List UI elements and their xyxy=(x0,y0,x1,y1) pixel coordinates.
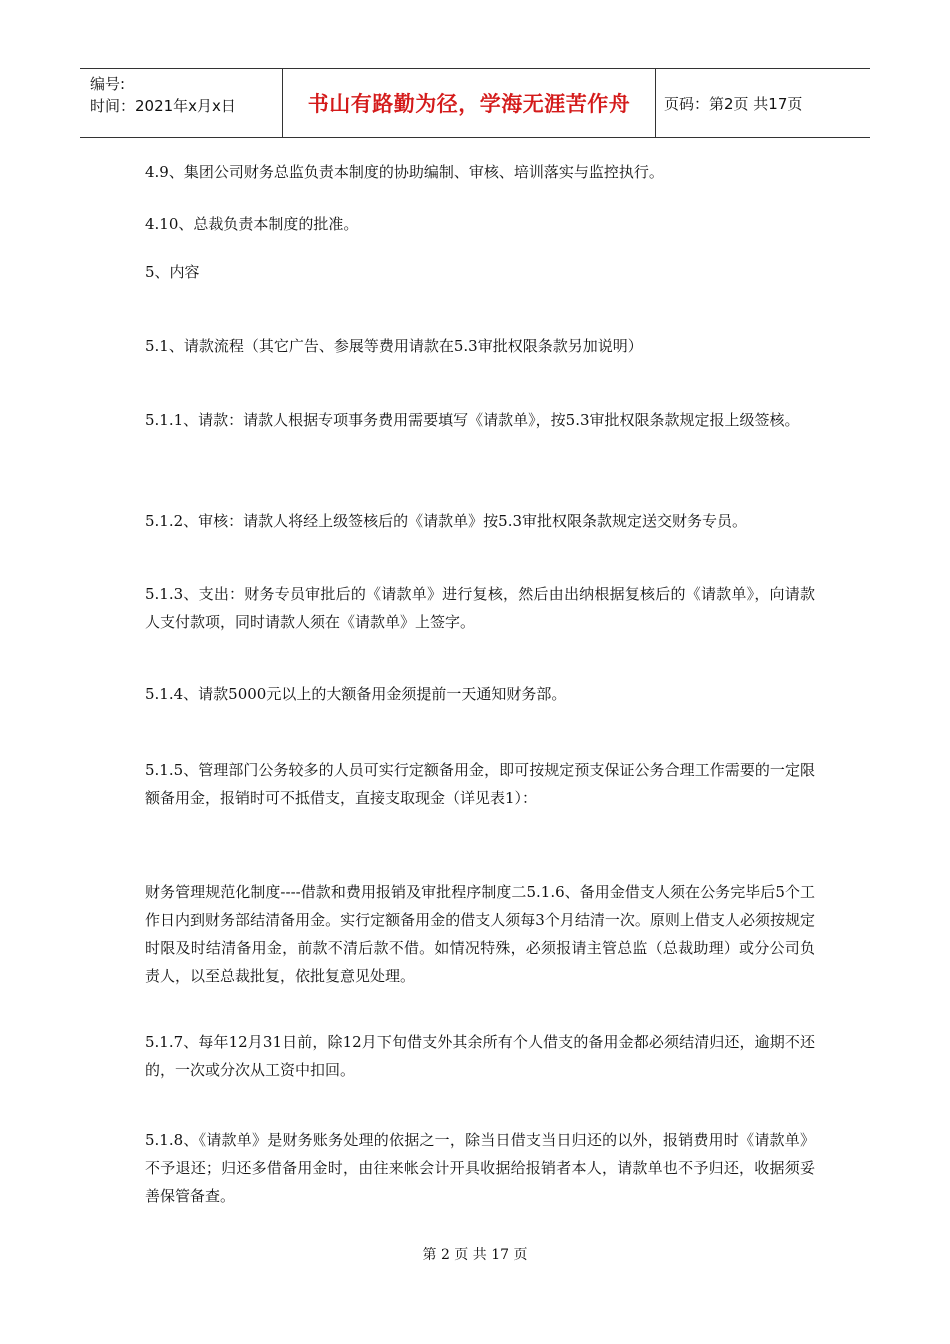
paragraph-5-1-6: 财务管理规范化制度----借款和费用报销及审批程序制度二5.1.6、备用金借支人须在公务完毕后5个工作日内到财务部结清备用金。实行定额备用金的借支人须每3个月结清一次。原则上借支人必须按规定时限及时结清备用金，前款不清后款不借。如情况特殊，必须报请主管总监（总裁助理）或分公司负责人，以至总裁批复，依批复意见处理。 xyxy=(145,883,815,985)
document-number-label: 编号: xyxy=(90,75,126,93)
paragraph-5-1-3: 5.1.3、支出：财务专员审批后的《请款单》进行复核，然后由出纳根据复核后的《请款单》，向请款人支付款项，同时请款人须在《请款单》上签字。 xyxy=(145,585,815,631)
section-heading-5: 5、内容 xyxy=(145,263,200,281)
header-page-code: 页码：第2页 共17页 xyxy=(664,94,803,113)
document-time-label: 时间：2021年x月x日 xyxy=(90,97,236,115)
paragraph-5-1-5: 5.1.5、管理部门公务较多的人员可实行定额备用金，即可按规定预支保证公务合理工作需要的一定限额备用金，报销时可不抵借支，直接支取现金（详见表1）： xyxy=(145,761,815,807)
paragraph-5-1-4: 5.1.4、请款5000元以上的大额备用金须提前一天通知财务部。 xyxy=(145,685,567,703)
header-motto: 书山有路勤为径，学海无涯苦作舟 xyxy=(282,69,656,137)
page-header xyxy=(80,68,870,138)
paragraph-4-10: 4.10、总裁负责本制度的批准。 xyxy=(145,215,359,233)
paragraph-5-1-8: 5.1.8、《请款单》是财务账务处理的依据之一，除当日借支当日归还的以外，报销费用时《请款单》不予退还；归还多借备用金时，由往来帐会计开具收据给报销者本人，请款单也不予归还，收据须妥善保管备查。 xyxy=(145,1131,815,1205)
paragraph-5-1-2: 5.1.2、审核：请款人将经上级签核后的《请款单》按5.3审批权限条款规定送交财务专员。 xyxy=(145,512,748,530)
paragraph-5-1-7: 5.1.7、每年12月31日前，除12月下旬借支外其余所有个人借支的备用金都必须结清归还，逾期不还的，一次或分次从工资中扣回。 xyxy=(145,1033,815,1079)
paragraph-5-1: 5.1、请款流程（其它广告、参展等费用请款在5.3审批权限条款另加说明） xyxy=(145,337,643,355)
paragraph-4-9: 4.9、集团公司财务总监负责本制度的协助编制、审核、培训落实与监控执行。 xyxy=(145,163,664,181)
paragraph-5-1-1: 5.1.1、请款：请款人根据专项事务费用需要填写《请款单》，按5.3审批权限条款规定报上级签核。 xyxy=(145,411,800,429)
page-footer: 第 2 页 共 17 页 xyxy=(422,1247,528,1263)
header-meta xyxy=(80,69,282,137)
